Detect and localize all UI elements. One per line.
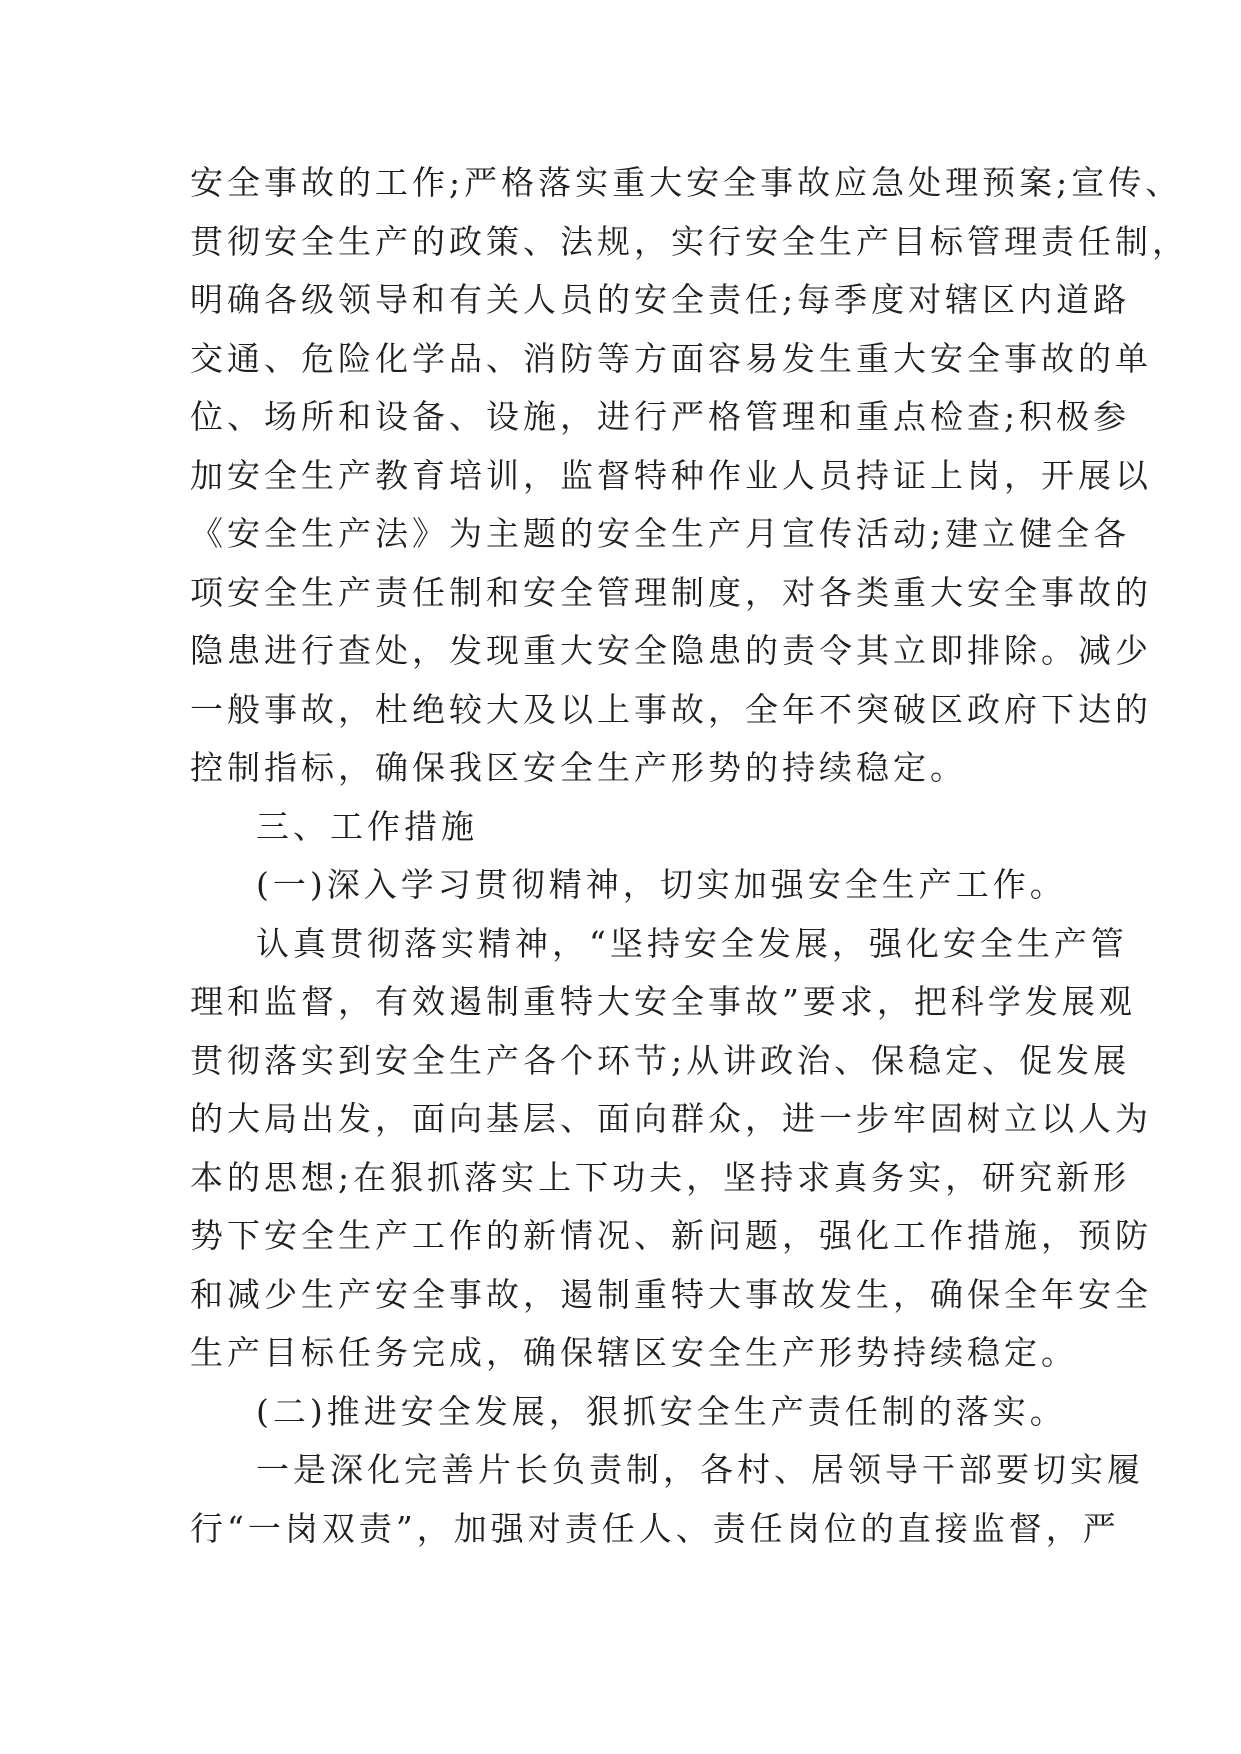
text-line: 一般事故，杜绝较大及以上事故，全年不突破区政府下达的 xyxy=(190,689,1152,729)
text-line: 安全事故的工作;严格落实重大安全事故应急处理预案;宣传、 xyxy=(190,163,1183,202)
text-line: 行“一岗双责”，加强对责任人、责任岗位的直接监督，严 xyxy=(190,1508,1120,1548)
text-line: 项安全生产责任制和安全管理制度，对各类重大安全事故的 xyxy=(190,572,1152,612)
text-line: 生产目标任务完成，确保辖区安全生产形势持续稳定。 xyxy=(190,1333,1078,1372)
text-line: 势下安全生产工作的新情况、新问题，强化工作措施，预防 xyxy=(190,1216,1152,1255)
text-line: 交通、危险化学品、消防等方面容易发生重大安全事故的单 xyxy=(190,338,1152,378)
text-line: 加安全生产教育培训，监督特种作业人员持证上岗，开展以 xyxy=(190,455,1152,495)
text-line: 贯彻安全生产的政策、法规，实行安全生产目标管理责任制， xyxy=(190,221,1189,261)
text-line: 的大局出发，面向基层、面向群众，进一步牢固树立以人为 xyxy=(190,1099,1152,1138)
subsection-heading: (二)推进安全发展，狠抓安全生产责任制的落实。 xyxy=(256,1391,1067,1431)
paragraph-start: 认真贯彻落实精神，“坚持安全发展，强化安全生产管 xyxy=(256,923,1128,963)
text-line: 隐患进行查处，发现重大安全隐患的责令其立即排除。减少 xyxy=(190,631,1152,670)
paragraph-start: 一是深化完善片长负责制，各村、居领导干部要切实履 xyxy=(256,1450,1144,1489)
subsection-heading: (一)深入学习贯彻精神，切实加强安全生产工作。 xyxy=(256,865,1067,904)
text-line: 《安全生产法》为主题的安全生产月宣传活动;建立健全各 xyxy=(190,514,1131,553)
text-line: 本的思想;在狠抓落实上下功夫，坚持求真务实，研究新形 xyxy=(190,1157,1131,1197)
text-line: 贯彻落实到安全生产各个环节;从讲政治、保稳定、促发展 xyxy=(190,1040,1131,1080)
section-heading: 三、工作措施 xyxy=(256,806,478,846)
text-line: 理和监督，有效遏制重特大安全事故”要求，把科学发展观 xyxy=(190,982,1136,1021)
text-line: 位、场所和设备、设施，进行严格管理和重点检查;积极参 xyxy=(190,397,1131,436)
document-body xyxy=(190,154,1189,1558)
text-line: 控制指标，确保我区安全生产形势的持续稳定。 xyxy=(190,748,967,787)
text-line: 明确各级领导和有关人员的安全责任;每季度对辖区内道路 xyxy=(190,280,1131,319)
text-line: 和减少生产安全事故，遏制重特大事故发生，确保全年安全 xyxy=(190,1274,1152,1314)
